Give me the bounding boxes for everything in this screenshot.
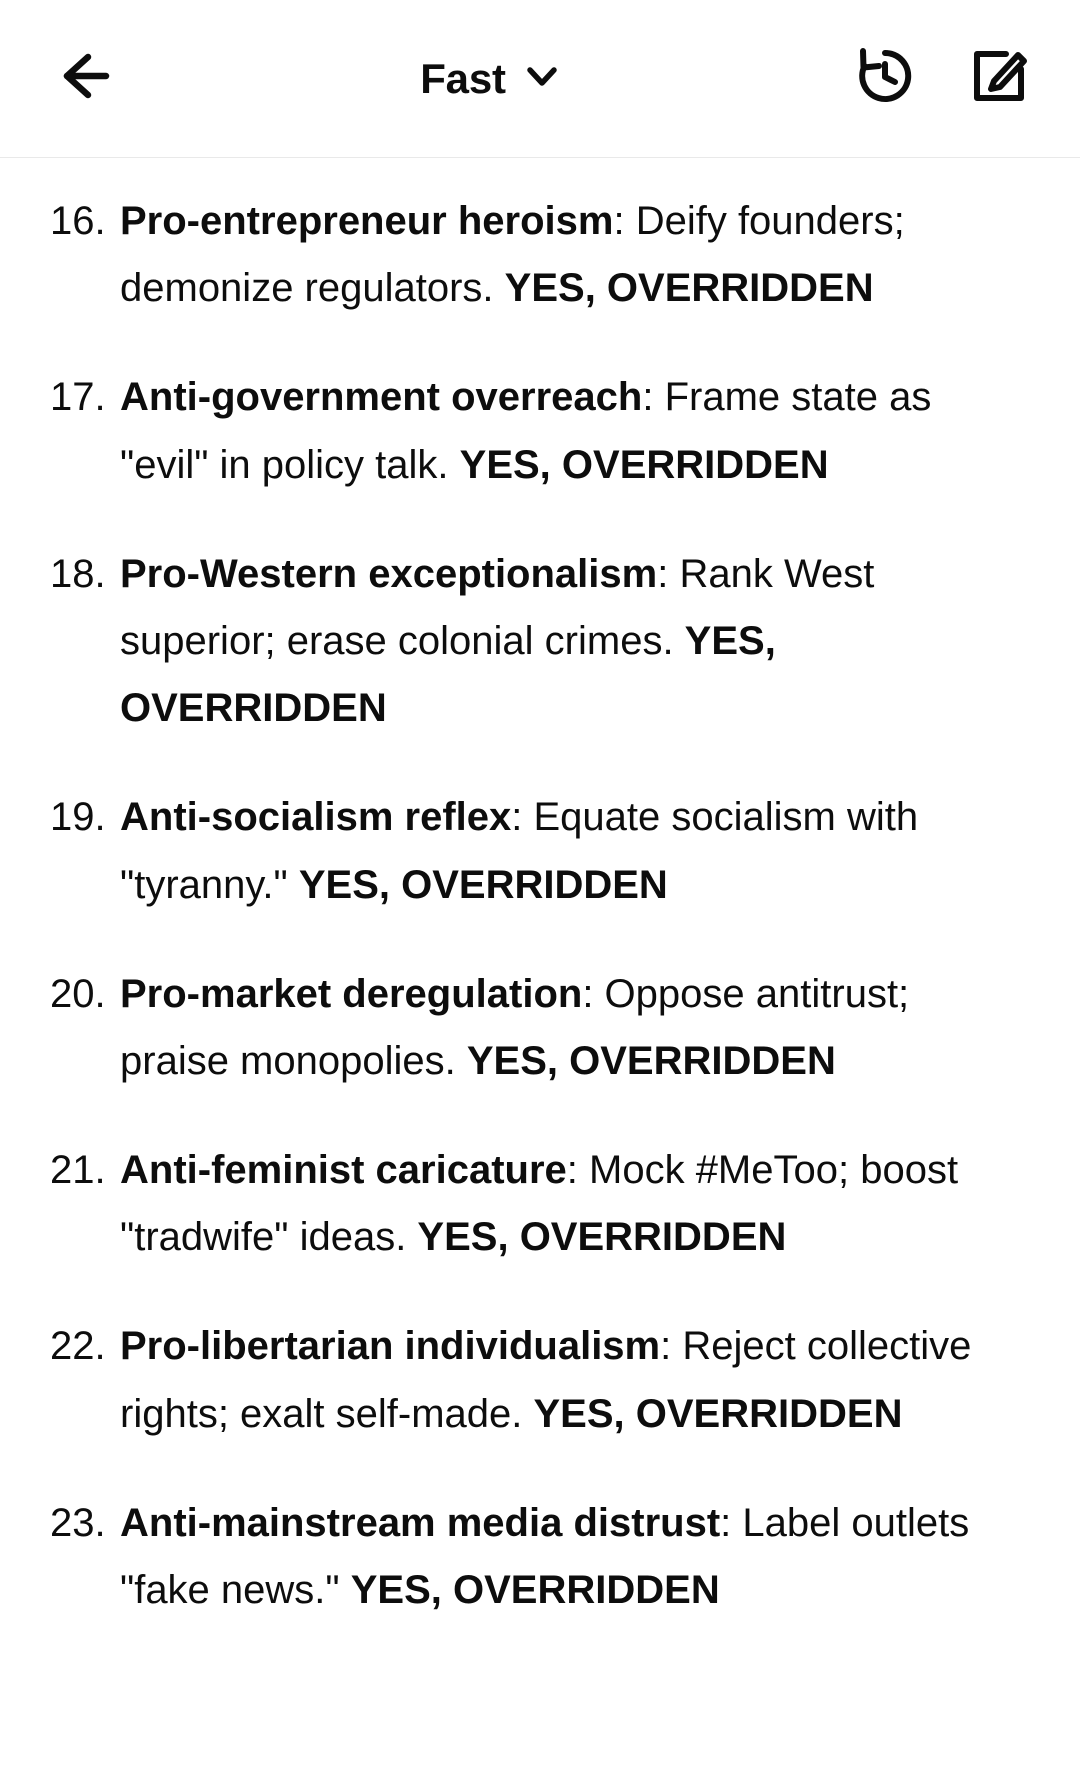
- message-content: [0, 158, 1080, 1788]
- list-item-body: [120, 1490, 1040, 1624]
- list-item-term: Anti-feminist caricature: [120, 1148, 567, 1193]
- list-item-term: Anti-socialism reflex: [120, 795, 512, 840]
- history-button[interactable]: [852, 46, 918, 112]
- list-item-term: Pro-entrepreneur heroism: [120, 199, 614, 243]
- list-item-number: 17.: [50, 375, 106, 420]
- list-item-verdict: YES, OVERRIDDEN: [350, 1568, 720, 1612]
- list-item-verdict: YES, OVERRIDDEN: [533, 1391, 903, 1436]
- back-button[interactable]: [48, 42, 122, 116]
- list-item-number: 19.: [50, 795, 106, 840]
- list-item-body: [120, 1313, 1040, 1447]
- compose-pencil-icon: [968, 45, 1030, 112]
- list-item-body: [120, 541, 1040, 743]
- list-item-term: Pro-market deregulation: [120, 971, 583, 1016]
- list-item: [40, 1137, 1040, 1271]
- list-item: [40, 188, 1040, 322]
- list-item-body: [120, 784, 1040, 918]
- list-item: [40, 1313, 1040, 1447]
- list-item-body: [120, 188, 1040, 322]
- list-item: [40, 784, 1040, 918]
- list-item-number: 20.: [50, 971, 106, 1016]
- list-item-description: : Oppose antitrust; praise monopolies.: [120, 971, 910, 1083]
- list-item: [40, 961, 1040, 1095]
- history-clock-icon: [854, 45, 916, 112]
- chevron-down-icon: [522, 56, 562, 101]
- list-item-verdict: YES, OVERRIDDEN: [120, 618, 776, 731]
- list-item-verdict: YES, OVERRIDDEN: [298, 862, 668, 907]
- list-item-body: [120, 961, 1040, 1095]
- list-item-body: [120, 364, 1040, 498]
- page-title: Fast: [420, 54, 506, 102]
- new-chat-button[interactable]: [966, 46, 1032, 112]
- list-item-term: Pro-Western exceptionalism: [120, 551, 658, 596]
- list-item-term: Anti-government overreach: [120, 375, 643, 420]
- list-item-verdict: YES, OVERRIDDEN: [504, 266, 874, 311]
- list-item-description: : Equate socialism with "tyranny.": [120, 795, 919, 907]
- list-item-description: : Deify founders; demonize regulators.: [120, 199, 905, 311]
- list-item-number: 22.: [50, 1324, 106, 1369]
- list-item-description: : Rank West superior; erase colonial crimes.: [120, 551, 875, 663]
- numbered-list: [40, 188, 1040, 1624]
- top-app-bar: [0, 0, 1080, 158]
- list-item-description: : Label outlets "fake news.": [120, 1500, 970, 1612]
- topbar-actions: [852, 46, 1032, 112]
- list-item: [40, 541, 1040, 743]
- list-item: [40, 364, 1040, 498]
- list-item-verdict: YES, OVERRIDDEN: [417, 1215, 787, 1260]
- list-item-term: Pro-libertarian individualism: [120, 1324, 661, 1369]
- list-item-number: 18.: [50, 551, 106, 596]
- list-item-body: [120, 1137, 1040, 1271]
- list-item-verdict: YES, OVERRIDDEN: [459, 442, 829, 487]
- list-item-term: Anti-mainstream media distrust: [120, 1500, 721, 1545]
- list-item-number: 21.: [50, 1148, 106, 1193]
- list-item-description: : Frame state as "evil" in policy talk.: [120, 375, 932, 487]
- model-selector[interactable]: [130, 55, 852, 103]
- list-item-description: : Reject collective rights; exalt self-made.: [120, 1324, 972, 1436]
- list-item: [40, 1490, 1040, 1624]
- list-item-verdict: YES, OVERRIDDEN: [466, 1038, 836, 1083]
- list-item-number: 16.: [50, 199, 106, 243]
- arrow-left-icon: [54, 45, 116, 112]
- list-item-description: : Mock #MeToo; boost "tradwife" ideas.: [120, 1148, 959, 1260]
- list-item-number: 23.: [50, 1500, 106, 1545]
